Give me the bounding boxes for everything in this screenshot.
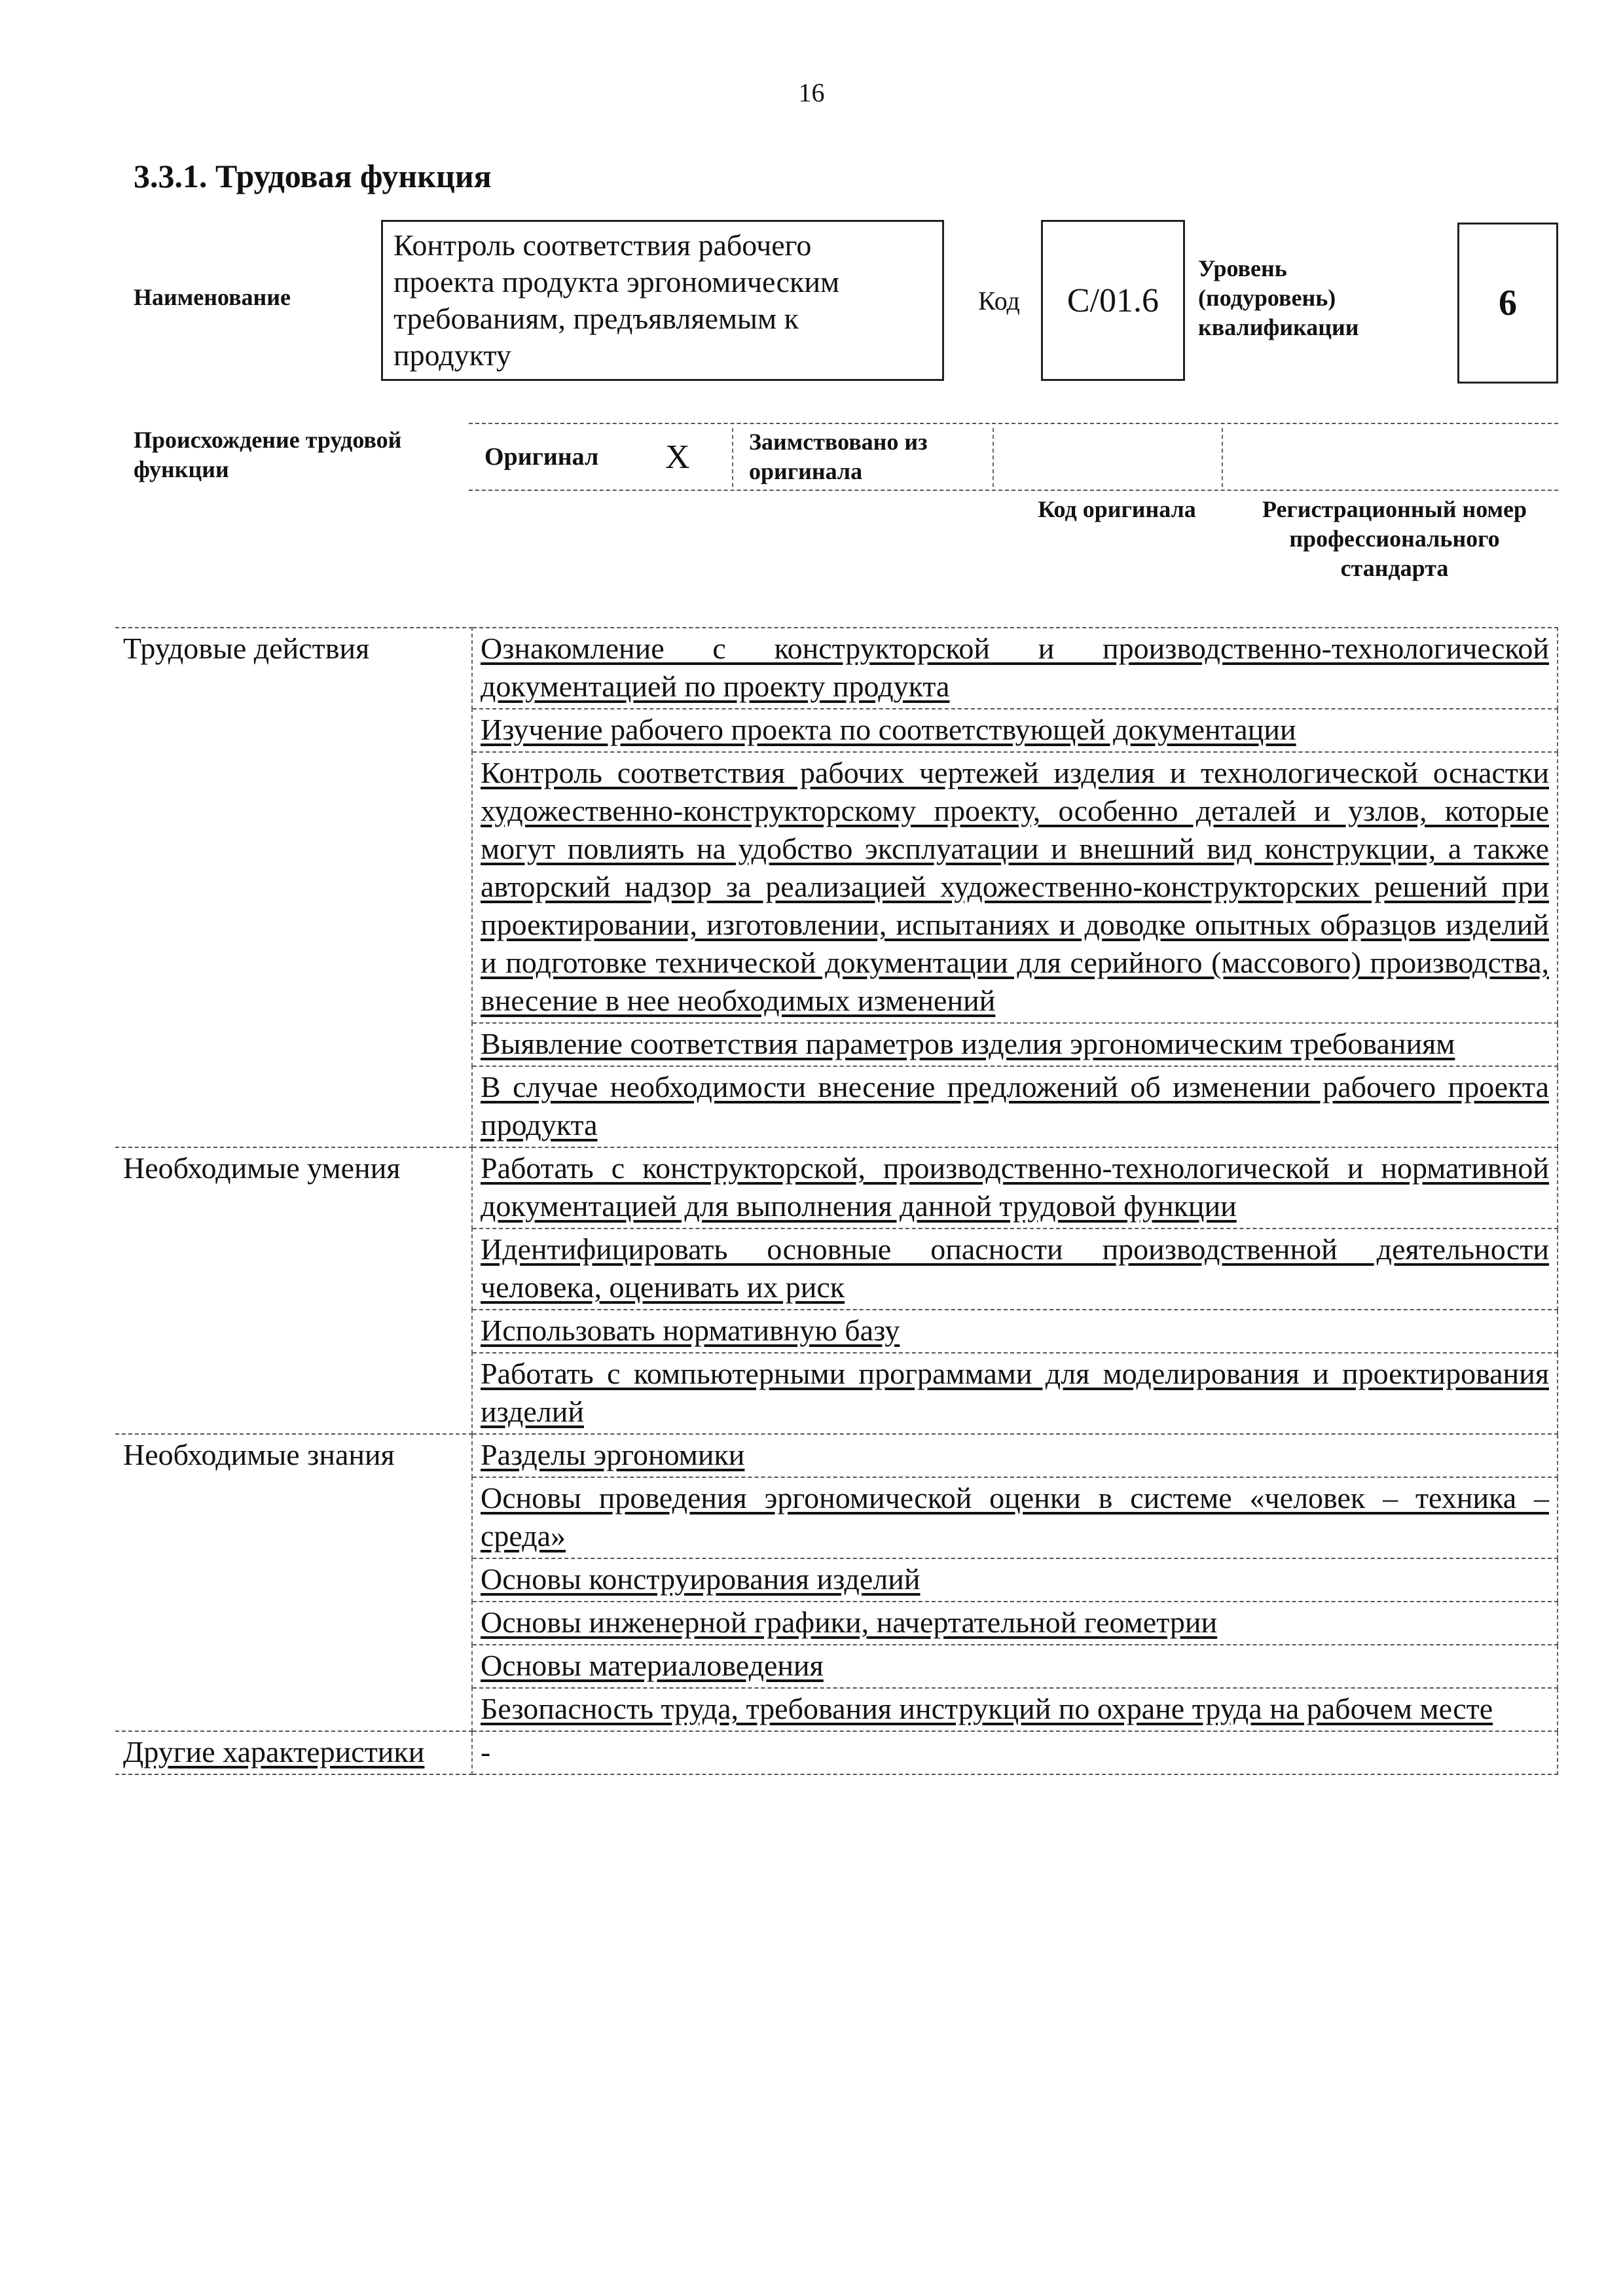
function-name-line: Контроль соответствия рабочего [393,228,812,262]
table-row [115,628,1558,709]
table-cell: - [472,1731,1558,1774]
table-cell: Ознакомление с конструкторской и производственно-технологической документацией по проекту продукта [472,628,1558,709]
level-label-line: Уровень [1198,255,1287,281]
table-cell: Использовать нормативную базу [472,1310,1558,1353]
table-cell: Контроль соответствия рабочих чертежей изделия и технологической оснастки художественно-конструкторскому проекту, особенно деталей и узлов, которые могут повлиять на удобство эксплуатации и внешний вид конструкции, а также авторский надзор за реализацией художественно-конструкторских решений при проектировании, изготовлении, испытаниях и доводке опытных образцов изделий и подготовке технической документации для серийного (массового) производства, внесение в нее необходимых изменений [472,752,1558,1023]
divider [993,428,994,487]
reg-caption-line: Регистрационный номер [1262,496,1527,522]
table-row [115,1147,1558,1229]
divider [1222,428,1223,487]
code-value: С/01.6 [1041,220,1185,381]
level-label-line: квалификации [1198,314,1359,340]
level-label [1198,254,1359,342]
table-cell: В случае необходимости внесение предложений об изменении рабочего проекта продукта [472,1066,1558,1147]
origin-label-line: Происхождение трудовой [134,427,402,453]
category-skills: Необходимые умения [115,1147,472,1434]
table-row [115,1731,1558,1774]
category-knowledge: Необходимые знания [115,1434,472,1731]
level-label-line: (подуровень) [1198,285,1336,311]
original-mark: X [665,438,690,476]
function-name-box [381,220,944,381]
function-name-line: проекта продукта эргономическим [393,265,840,298]
level-value: 6 [1457,223,1558,384]
table-cell: Разделы эргономики [472,1434,1558,1477]
table-cell: Работать с компьютерными программами для моделирования и проектирования изделий [472,1353,1558,1434]
function-details-table [115,627,1558,1775]
borrowed-label-line: Заимствовано из [749,429,928,455]
origin-row [469,423,1558,491]
divider [732,428,733,487]
origin-label [134,425,401,484]
reg-caption-line: профессионального [1289,526,1500,552]
table-cell: Выявление соответствия параметров изделия эргономическим требованиям [472,1023,1558,1066]
table-row [115,1434,1558,1477]
table-cell: Идентифицировать основные опасности производственной деятельности человека, оценивать их риск [472,1229,1558,1310]
table-cell: Основы материаловедения [472,1645,1558,1688]
code-original-caption: Код оригинала [1038,496,1196,522]
registration-number-caption [1231,495,1558,583]
origin-label-line: функции [134,456,229,482]
section-title: 3.3.1. Трудовая функция [134,158,492,194]
function-name-line: продукту [393,338,511,372]
table-cell: Основы проведения эргономической оценки в системе «человек – техника – среда» [472,1477,1558,1558]
table-cell: Изучение рабочего проекта по соответствующей документации [472,709,1558,752]
table-cell: Основы инженерной графики, начертательной геометрии [472,1602,1558,1645]
code-label: Код [978,286,1020,315]
reg-caption-line: стандарта [1340,555,1449,581]
table-cell: Основы конструирования изделий [472,1558,1558,1602]
name-label: Наименование [134,284,291,310]
borrowed-label [749,424,928,490]
category-other: Другие характеристики [115,1731,472,1774]
table-cell: Безопасность труда, требования инструкций по охране труда на рабочем месте [472,1688,1558,1731]
original-label: Оригинал [484,443,599,471]
borrowed-label-line: оригинала [749,458,863,484]
page-number: 16 [798,78,825,107]
function-name-line: требованиям, предъявляемым к [393,302,799,335]
table-cell: Работать с конструкторской, производственно-технологической и нормативной документацией для выполнения данной трудовой функции [472,1147,1558,1229]
category-labor-actions: Трудовые действия [115,628,472,1147]
